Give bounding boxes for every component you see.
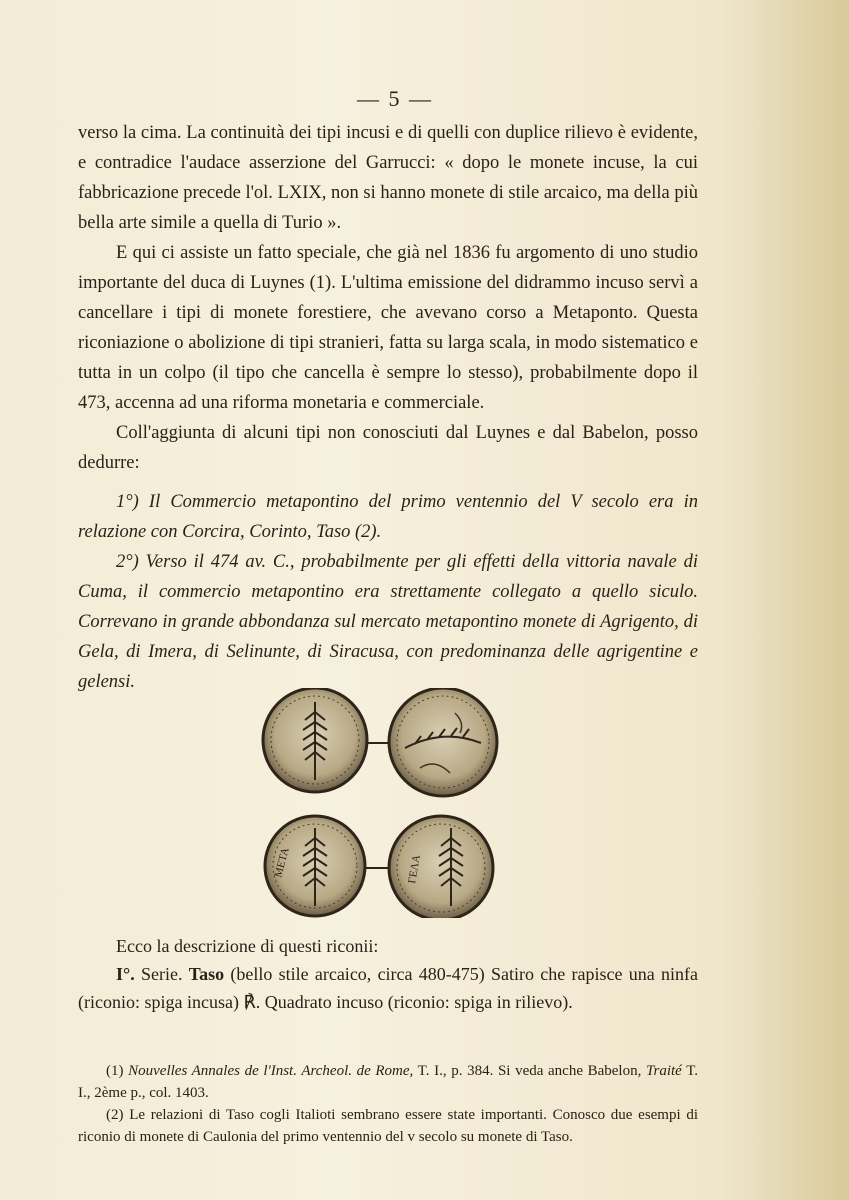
coin-illustration <box>255 688 505 918</box>
list-item-number: 2°) <box>116 552 139 572</box>
page-number: — 5 — <box>357 86 433 111</box>
coin-top-left <box>263 688 367 792</box>
footnote-title: Nouvelles Annales de l'Inst. Archeol. de Rome, <box>128 1063 414 1079</box>
list-item-text: Verso il 474 av. C., probabilmente per gli effetti della vittoria navale di Cuma, il commercio metapontino era strettamente collegato a quello siculo. Correvano in grande abbondanza sul mercato metapontino monete di Agrigento, di Gela, di Imera, di Selinunte, di Siracusa, con predominanza delle agrigentine e gelensi. <box>78 552 699 692</box>
description-text: (bello stile arcaico, circa 480-475) Satiro che rapisce una ninfa (riconio: spiga incusa) ℟. Quadrato incuso (riconio: spiga in rilievo). <box>78 964 699 1012</box>
coin-bottom-left <box>265 816 365 916</box>
paragraph-2: E qui ci assiste un fatto speciale, che già nel 1836 fu argomento di uno studio importante del duca di Luynes (1). L'ultima emissione del didrammo incuso servì a cancellare i tipi di monete forestiere, che avevano corso a Metaponto. Questa riconiazione o abolizione di tipi stranieri, fatta su larga scala, in modo sistematico e tutta in un colpo (il tipo che cancella è sempre lo stesso), probabilmente dopo il 473, accenna ad una riforma monetaria e commerciale. <box>78 243 698 413</box>
coin-legend-right: ΓΕΛΑ <box>406 853 423 885</box>
description-item <box>78 960 698 1016</box>
coin-bottom-right <box>389 816 493 918</box>
description-intro: Ecco la descrizione di questi riconii: <box>116 936 379 956</box>
main-text <box>78 118 698 478</box>
list-item-text: Il Commercio metapontino del primo ventennio del V secolo era in relazione con Corcira, Corinto, Taso (2). <box>78 492 698 542</box>
description-name: Taso <box>188 964 225 984</box>
coin-top-right <box>389 688 497 796</box>
coin-legend-left: ΜΕΤΑ <box>272 846 292 879</box>
footnote-1 <box>78 1060 698 1104</box>
footnote-number: (2) <box>106 1107 124 1123</box>
paragraph-1: verso la cima. La continuità dei tipi incusi e di quelli con duplice rilievo è evidente, e contradice l'audace asserzione del Garrucci: « dopo le monete incuse, la cui fabbricazione precede l'ol. LXIX, non si hanno monete di stile arcaico, ma della più bella arte simile a quella di Turio ». <box>78 123 698 233</box>
footnote-text: Le relazioni di Taso cogli Italioti sembrano essere state importanti. Conosco due esempi di riconio di monete di Caulonia del primo ventennio del v secolo su monete di Taso. <box>78 1107 699 1145</box>
conclusions-list <box>78 487 698 697</box>
list-item-1 <box>78 487 698 547</box>
footnote-title-2: Traité <box>645 1063 682 1079</box>
footnote-number: (1) <box>106 1063 124 1079</box>
list-item-number: 1°) <box>116 492 139 512</box>
footnote-text: T. I., p. 384. Si veda anche Babelon, <box>417 1063 642 1079</box>
coin-plates <box>255 688 505 918</box>
list-item-2 <box>78 547 698 697</box>
paragraph-3: Coll'aggiunta di alcuni tipi non conosciuti dal Luynes e dal Babelon, posso dedurre: <box>78 423 698 473</box>
description-number: I°. <box>116 964 135 984</box>
description-block <box>78 932 698 1016</box>
footnote-text-2: T. I., 2ème p., col. 1403. <box>78 1063 699 1101</box>
description-serie: Serie. <box>140 964 183 984</box>
footnote-2 <box>78 1104 698 1148</box>
footnotes <box>78 1060 698 1148</box>
